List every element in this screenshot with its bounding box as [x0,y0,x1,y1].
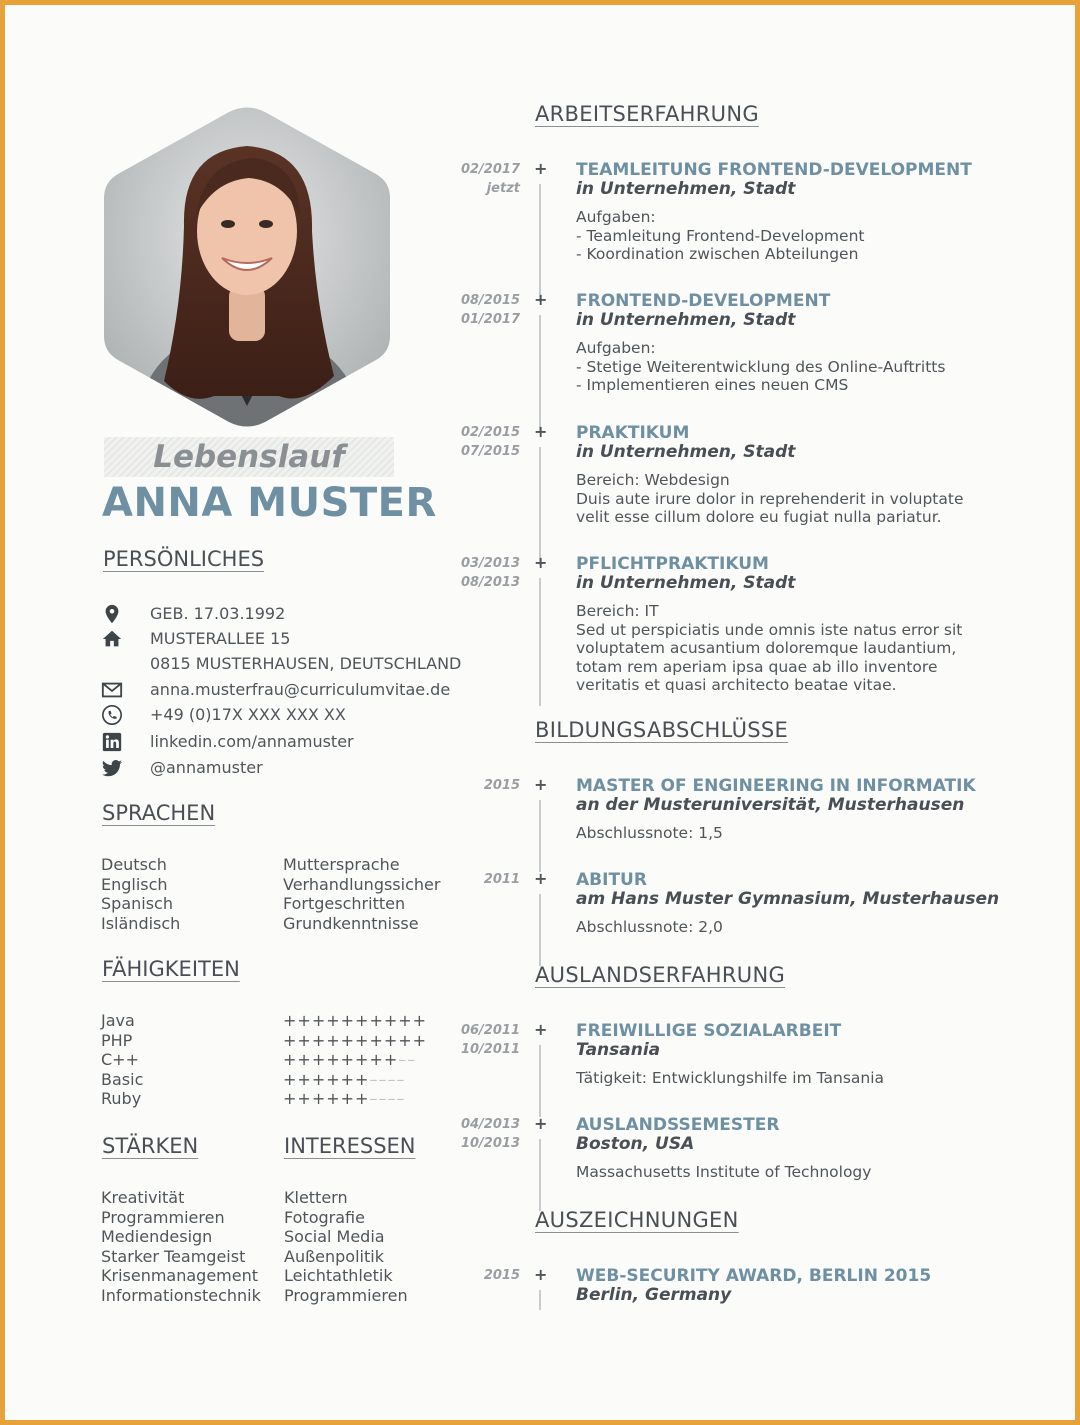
entry-end-date: 01/2017 [460,312,520,327]
language-level: Muttersprache [283,855,400,874]
contact-phone [100,703,460,727]
timeline-entry [450,160,980,308]
skill-level-empty: –– [398,1050,417,1070]
skill-level-bar [283,1070,405,1090]
entry-start-date: 08/2015 [460,293,520,308]
entry-place: Boston, USA [576,1134,695,1154]
language-level: Verhandlungssicher [283,874,441,894]
timeline-plus-icon: + [534,869,548,888]
timeline-line [539,800,541,872]
contact-birth [100,602,460,626]
entry-detail-line: - Implementieren eines neuen CMS [576,376,849,394]
language-level: Grundkenntnisse [283,913,419,933]
section-title-languages: SPRACHEN [102,801,216,825]
phone-icon [100,703,124,727]
entry-detail-line: Duis aute irure dolor in reprehenderit in voluptate [576,489,964,508]
skill-name: Ruby [101,1089,142,1109]
section-title-abroad: AUSLANDSERFAHRUNG [535,963,786,987]
profile-photo [104,106,390,428]
linkedin-link[interactable]: linkedin.com/annamuster [150,732,354,751]
skill-name: C++ [101,1050,139,1070]
entry-start-date: 06/2011 [460,1023,520,1038]
strength-item: Informationstechnik [101,1285,261,1305]
entry-place: an der Musteruniversität, Musterhausen [576,795,965,815]
timeline-plus-icon: + [534,1265,548,1284]
timeline-plus-icon: + [534,553,548,572]
envelope-icon [100,678,124,702]
entry-place: in Unternehmen, Stadt [576,310,796,330]
twitter-bird-icon [100,756,124,780]
skill-level-filled: ++++++++++ [283,1011,428,1030]
strength-item: Starker Teamgeist [101,1246,246,1266]
timeline-entry [450,291,980,439]
skill-name: PHP [101,1030,133,1050]
skill-list [101,1011,461,1109]
profile-photo-hexagon [104,106,390,428]
entry-start-date: 2015 [483,778,520,793]
timeline-entry [450,1021,980,1123]
skill-row [101,1050,461,1070]
timeline-plus-icon: + [534,1020,548,1039]
timeline-line [539,184,541,302]
entry-title: TEAMLEITUNG FRONTEND-DEVELOPMENT [576,160,972,180]
document-subtitle: Lebenslauf [153,439,345,475]
section-title-personal: PERSÖNLICHES [103,547,265,571]
entry-place: in Unternehmen, Stadt [576,179,796,199]
skill-row [101,1011,461,1031]
strength-item: Mediendesign [101,1227,213,1247]
timeline-plus-icon: + [534,775,548,794]
interest-item: Fotografie [284,1207,365,1227]
phone-number: +49 (0)17X XXX XXX XX [150,705,346,724]
language-row [101,855,461,875]
entry-title: FREIWILLIGE SOZIALARBEIT [576,1021,842,1041]
entry-detail-line: Bereich: IT [576,602,659,620]
entry-detail-line: - Koordination zwischen Abteilungen [576,245,859,263]
entry-title: MASTER OF ENGINEERING IN INFORMATIK [576,776,976,796]
timeline-entry [450,423,980,571]
entry-detail-line: Tätigkeit: Entwicklungshilfe im Tansania [576,1069,885,1087]
entry-start-date: 04/2013 [460,1117,520,1132]
entry-end-date: 07/2015 [460,444,520,459]
timeline-entry [450,554,980,712]
entry-place: in Unternehmen, Stadt [576,442,796,462]
skill-level-filled: ++++++++++ [283,1030,428,1050]
entry-end-date: 10/2013 [460,1136,520,1151]
timeline-line [539,447,541,565]
language-name: Englisch [101,874,168,894]
skill-level-filled: ++++++++ [283,1050,399,1070]
entry-start-date: 03/2013 [460,556,520,571]
section-title-interests: INTERESSEN [284,1134,416,1158]
skill-row [101,1089,461,1109]
interest-item: Programmieren [284,1285,408,1305]
skill-name: Java [101,1011,135,1030]
timeline-entry [450,869,1000,972]
skill-row [101,1031,461,1051]
entry-detail-line: - Stetige Weiterentwicklung des Online-Auftritts [576,357,946,376]
entry-place: Tansania [576,1040,661,1060]
skill-level-empty: –––– [369,1069,406,1089]
timeline-plus-icon: + [534,290,548,309]
entry-title: ABITUR [576,870,647,890]
strength-item: Kreativität [101,1188,185,1207]
entry-detail-line: Abschlussnote: 2,0 [576,918,723,936]
entry-detail-line: Abschlussnote: 1,5 [576,824,723,842]
contact-linkedin[interactable] [100,730,460,754]
entry-detail-line: Aufgaben: [576,339,656,357]
entry-place: Berlin, Germany [576,1285,732,1305]
timeline-plus-icon: + [534,159,548,178]
timeline-line [539,1045,541,1117]
twitter-handle[interactable]: @annamuster [150,758,263,777]
linkedin-icon [100,730,124,754]
skill-level-bar [283,1031,427,1051]
entry-title: PFLICHTPRAKTIKUM [576,554,769,574]
contact-street [100,627,460,651]
birth-date: GEB. 17.03.1992 [150,604,286,623]
entry-detail-line: totam rem aperiam ipsa quae ab illo inventore [576,657,938,676]
entry-start-date: 02/2015 [460,425,520,440]
skill-level-filled: ++++++ [283,1069,370,1089]
contact-twitter[interactable] [100,756,460,780]
entry-detail-line: Sed ut perspiciatis unde omnis iste natus error sit [576,620,963,639]
entry-detail-line: velit esse cillum dolore eu fugiat nulla pariatur. [576,508,942,526]
entry-start-date: 2015 [483,1268,520,1283]
language-name: Isländisch [101,913,181,933]
timeline-line [539,578,541,706]
timeline-line [539,1290,541,1310]
entry-place: am Hans Muster Gymnasium, Musterhausen [576,889,1000,909]
strength-item: Krisenmanagement [101,1266,259,1286]
entry-detail-line: Massachusetts Institute of Technology [576,1163,872,1181]
entry-start-date: 02/2017 [460,162,520,177]
home-icon [100,627,124,651]
skill-level-bar [283,1089,405,1109]
entry-detail-line: Bereich: Webdesign [576,471,730,489]
interest-item: Social Media [284,1227,385,1247]
entry-end-date: jetzt [486,181,520,196]
language-row [101,914,461,934]
language-name: Spanisch [101,894,173,914]
entry-title: FRONTEND-DEVELOPMENT [576,291,831,311]
interest-item: Klettern [284,1188,348,1207]
skill-level-bar [283,1011,427,1031]
email-link[interactable]: anna.musterfrau@curriculumvitae.de [150,680,451,699]
language-row [101,894,461,914]
skill-row [101,1070,461,1090]
section-title-education: BILDUNGSABSCHLÜSSE [535,718,789,742]
section-title-work: ARBEITSERFAHRUNG [535,102,759,126]
timeline-line [539,315,541,433]
language-name: Deutsch [101,855,167,874]
address-street: MUSTERALLEE 15 [150,629,291,648]
skill-level-empty: –––– [369,1089,406,1109]
language-row [101,875,461,895]
location-pin-icon [100,602,124,626]
contact-city [100,652,460,676]
timeline-line [539,894,541,966]
language-level: Fortgeschritten [283,894,406,914]
strength-item: Programmieren [101,1207,225,1227]
entry-detail-line: voluptatem acusantium doloremque laudantium, [576,639,957,657]
entry-detail-line: veritatis et quasi architecto beatae vitae. [576,676,897,694]
strength-list [101,1188,261,1306]
interest-list [284,1188,408,1306]
entry-title: PRAKTIKUM [576,423,690,443]
timeline-plus-icon: + [534,422,548,441]
section-title-skills: FÄHIGKEITEN [102,957,240,981]
entry-title: WEB-SECURITY AWARD, BERLIN 2015 [576,1266,932,1286]
timeline-plus-icon: + [534,1114,548,1133]
interest-item: Leichtathletik [284,1266,393,1286]
skill-name: Basic [101,1069,144,1089]
entry-place: in Unternehmen, Stadt [576,573,796,593]
entry-detail-line: - Teamleitung Frontend-Development [576,226,865,245]
section-title-strengths: STÄRKEN [102,1134,199,1158]
entry-title: AUSLANDSSEMESTER [576,1115,780,1135]
section-title-awards: AUSZEICHNUNGEN [535,1208,739,1232]
language-list [101,855,461,933]
skill-level-bar [283,1050,416,1070]
entry-detail-line: Aufgaben: [576,208,656,226]
skill-level-filled: ++++++ [283,1089,370,1109]
entry-end-date: 08/2013 [460,575,520,590]
interest-item: Außenpolitik [284,1246,384,1266]
address-city: 0815 MUSTERHAUSEN, DEUTSCHLAND [150,654,462,673]
entry-end-date: 10/2011 [460,1042,520,1057]
timeline-entry [450,776,980,878]
contact-email[interactable] [100,678,460,702]
person-name: ANNA MUSTER [102,480,437,526]
entry-start-date: 2011 [483,872,520,887]
timeline-entry [450,1266,980,1316]
timeline-line [539,1139,541,1211]
timeline-entry [450,1115,980,1217]
